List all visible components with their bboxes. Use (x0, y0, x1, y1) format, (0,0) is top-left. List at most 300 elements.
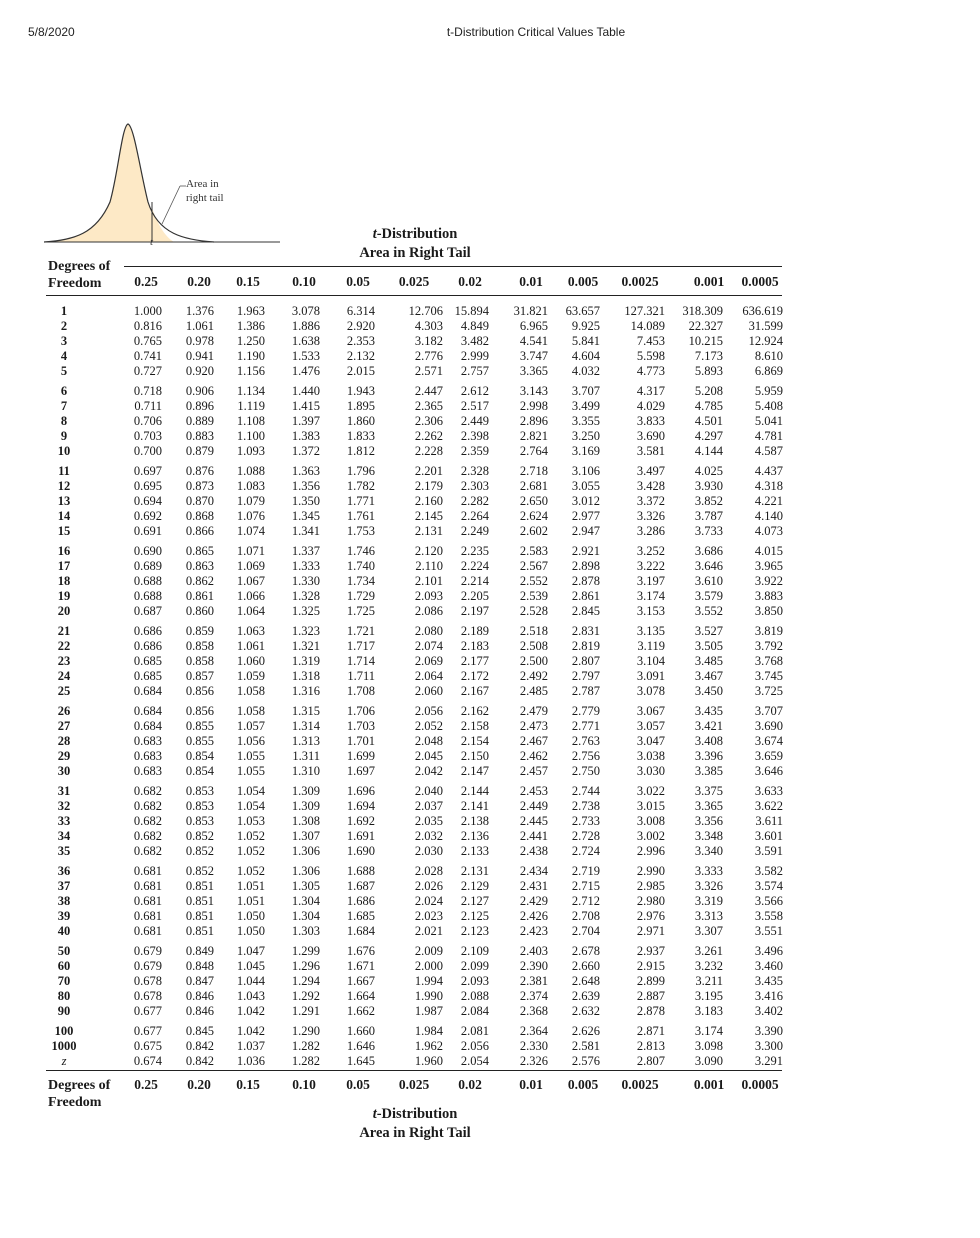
critical-value-cell: 0.691 (133, 524, 162, 538)
table-row (0, 1024, 980, 1039)
degrees-of-freedom-cell: 80 (57, 989, 71, 1003)
critical-value-cell: 2.438 (519, 844, 548, 858)
critical-value-cell: 3.965 (754, 559, 783, 573)
critical-value-cell: 0.848 (185, 959, 214, 973)
degrees-of-freedom-cell: 19 (57, 589, 71, 603)
degrees-of-freedom-cell: 18 (57, 574, 71, 588)
critical-value-cell: 1.282 (291, 1039, 320, 1053)
table-row (0, 509, 980, 524)
critical-value-cell: 3.183 (694, 1004, 723, 1018)
critical-value-cell: 2.807 (636, 1054, 665, 1068)
critical-value-cell: 2.390 (519, 959, 548, 973)
critical-value-cell: 2.249 (460, 524, 489, 538)
critical-value-cell: 1.771 (346, 494, 375, 508)
critical-value-cell: 2.021 (414, 924, 443, 938)
critical-value-cell: 3.482 (460, 334, 489, 348)
critical-value-cell: 1.282 (291, 1054, 320, 1068)
critical-value-cell: 2.228 (414, 444, 443, 458)
critical-value-cell: 2.473 (519, 719, 548, 733)
critical-value-cell: 2.479 (519, 704, 548, 718)
critical-value-cell: 2.426 (519, 909, 548, 923)
degrees-of-freedom-cell: z (61, 1054, 67, 1068)
critical-value-cell: 2.133 (460, 844, 489, 858)
critical-value-cell: 2.539 (519, 589, 548, 603)
critical-value-cell: 2.976 (636, 909, 665, 923)
critical-value-cell: 1.662 (346, 1004, 375, 1018)
critical-value-cell: 1.860 (346, 414, 375, 428)
critical-value-cell: 0.695 (133, 479, 162, 493)
critical-value-cell: 1.440 (291, 384, 320, 398)
critical-value-cell: 1.895 (346, 399, 375, 413)
critical-value-cell: 3.135 (636, 624, 665, 638)
critical-value-cell: 2.235 (460, 544, 489, 558)
critical-value-cell: 3.222 (636, 559, 665, 573)
critical-value-cell: 1.684 (346, 924, 375, 938)
critical-value-cell: 2.831 (571, 624, 600, 638)
critical-value-cell: 3.356 (694, 814, 723, 828)
critical-value-cell: 0.689 (133, 559, 162, 573)
critical-value-cell: 0.684 (133, 684, 162, 698)
degrees-of-freedom-cell: 4 (60, 349, 68, 363)
critical-value-cell: 2.131 (414, 524, 443, 538)
table-row (0, 944, 980, 959)
critical-value-cell: 3.674 (754, 734, 783, 748)
critical-value-cell: 2.999 (460, 349, 489, 363)
critical-value-cell: 2.771 (571, 719, 600, 733)
row-group (0, 944, 980, 1024)
column-header-0.0025: 0.0025 (621, 274, 659, 289)
table-row (0, 924, 980, 939)
critical-value-cell: 2.626 (571, 1024, 600, 1038)
critical-value-cell: 2.084 (460, 1004, 489, 1018)
critical-value-cell: 3.012 (571, 494, 600, 508)
critical-value-cell: 2.368 (519, 1004, 548, 1018)
critical-value-cell: 2.453 (519, 784, 548, 798)
critical-value-cell: 1.058 (236, 684, 265, 698)
critical-value-cell: 2.172 (460, 669, 489, 683)
critical-value-cell: 1.037 (236, 1039, 265, 1053)
critical-value-cell: 3.733 (694, 524, 723, 538)
critical-value-cell: 2.733 (571, 814, 600, 828)
critical-value-cell: 1.310 (291, 764, 320, 778)
degrees-of-freedom-cell: 29 (57, 749, 71, 763)
critical-value-cell: 3.143 (519, 384, 548, 398)
critical-value-cell: 2.845 (571, 604, 600, 618)
column-header-0.0005: 0.0005 (741, 1077, 779, 1092)
critical-value-cell: 0.866 (185, 524, 214, 538)
critical-value-cell: 2.080 (414, 624, 443, 638)
critical-value-cell: 1.069 (236, 559, 265, 573)
critical-value-cell: 0.686 (133, 639, 162, 653)
critical-value-cell: 3.591 (754, 844, 783, 858)
critical-value-cell: 5.408 (754, 399, 783, 413)
critical-value-cell: 0.679 (133, 959, 162, 973)
critical-value-cell: 0.849 (185, 944, 214, 958)
critical-value-cell: 1.345 (291, 509, 320, 523)
critical-value-cell: 1.067 (236, 574, 265, 588)
critical-value-cell: 2.937 (636, 944, 665, 958)
critical-value-cell: 2.552 (519, 574, 548, 588)
critical-value-cell: 0.677 (133, 1004, 162, 1018)
critical-value-cell: 1.058 (236, 704, 265, 718)
critical-value-cell: 0.678 (133, 989, 162, 1003)
column-header-0.25: 0.25 (134, 274, 158, 289)
critical-value-cell: 3.505 (694, 639, 723, 653)
table-row (0, 604, 980, 619)
critical-value-cell: 0.688 (133, 574, 162, 588)
critical-value-cell: 1.383 (291, 429, 320, 443)
critical-value-cell: 0.851 (185, 894, 214, 908)
critical-value-cell: 1.309 (291, 799, 320, 813)
critical-value-cell: 2.403 (519, 944, 548, 958)
critical-value-cell: 3.408 (694, 734, 723, 748)
critical-value-cell: 2.056 (460, 1039, 489, 1053)
column-header-0.01: 0.01 (519, 1077, 543, 1092)
critical-value-cell: 4.781 (754, 429, 783, 443)
critical-value-cell: 2.326 (519, 1054, 548, 1068)
critical-value-cell: 4.221 (754, 494, 783, 508)
degrees-of-freedom-cell: 39 (57, 909, 71, 923)
critical-value-cell: 1.646 (346, 1039, 375, 1053)
critical-value-cell: 1.304 (291, 894, 320, 908)
critical-value-cell: 0.868 (185, 509, 214, 523)
degrees-of-freedom-cell: 2 (60, 319, 68, 333)
column-header-row-bottom (0, 1077, 980, 1095)
critical-value-cell: 3.355 (571, 414, 600, 428)
degrees-of-freedom-cell: 1 (60, 304, 68, 318)
critical-value-cell: 1.415 (291, 399, 320, 413)
critical-value-cell: 1.740 (346, 559, 375, 573)
critical-value-cell: 1.990 (414, 989, 443, 1003)
critical-value-cell: 2.282 (460, 494, 489, 508)
critical-value-cell: 0.855 (185, 719, 214, 733)
critical-value-cell: 0.906 (185, 384, 214, 398)
critical-value-cell: 3.527 (694, 624, 723, 638)
critical-value-cell: 1.056 (236, 734, 265, 748)
critical-value-cell: 7.173 (694, 349, 723, 363)
critical-value-cell: 2.264 (460, 509, 489, 523)
critical-value-cell: 0.684 (133, 719, 162, 733)
critical-value-cell: 2.330 (519, 1039, 548, 1053)
critical-value-cell: 63.657 (565, 304, 600, 318)
row-group (0, 864, 980, 944)
degrees-of-freedom-cell: 21 (57, 624, 71, 638)
critical-value-cell: 4.140 (754, 509, 783, 523)
critical-value-cell: 2.624 (519, 509, 548, 523)
critical-value-cell: 1.052 (236, 864, 265, 878)
critical-value-cell: 2.447 (414, 384, 443, 398)
critical-value-cell: 3.792 (754, 639, 783, 653)
degrees-of-freedom-cell: 6 (60, 384, 68, 398)
column-header-0.005: 0.005 (567, 1077, 599, 1092)
row-group (0, 624, 980, 704)
column-header-0.20: 0.20 (187, 274, 211, 289)
degrees-of-freedom-cell: 30 (57, 764, 71, 778)
critical-value-cell: 2.364 (519, 1024, 548, 1038)
critical-value-cell: 3.646 (754, 764, 783, 778)
critical-value-cell: 0.681 (133, 924, 162, 938)
critical-value-cell: 3.852 (694, 494, 723, 508)
degrees-of-freedom-cell: 36 (57, 864, 71, 878)
critical-value-cell: 4.437 (754, 464, 783, 478)
degrees-of-freedom-cell: 90 (57, 1004, 71, 1018)
critical-value-cell: 1.963 (236, 304, 265, 318)
critical-value-cell: 1.053 (236, 814, 265, 828)
table-row (0, 1054, 980, 1069)
critical-value-cell: 0.857 (185, 669, 214, 683)
degrees-of-freedom-cell: 3 (60, 334, 68, 348)
critical-value-cell: 0.686 (133, 624, 162, 638)
critical-value-cell: 0.856 (185, 704, 214, 718)
critical-value-cell: 0.873 (185, 479, 214, 493)
critical-value-cell: 3.707 (571, 384, 600, 398)
critical-value-cell: 1.250 (236, 334, 265, 348)
critical-value-cell: 2.485 (519, 684, 548, 698)
critical-value-cell: 2.064 (414, 669, 443, 683)
critical-value-cell: 3.326 (636, 509, 665, 523)
critical-value-cell: 3.015 (636, 799, 665, 813)
critical-value-cell: 3.348 (694, 829, 723, 843)
critical-value-cell: 3.286 (636, 524, 665, 538)
critical-value-cell: 3.365 (694, 799, 723, 813)
critical-value-cell: 0.851 (185, 879, 214, 893)
critical-value-cell: 1.061 (185, 319, 214, 333)
critical-value-cell: 1.303 (291, 924, 320, 938)
critical-value-cell: 1.694 (346, 799, 375, 813)
critical-value-cell: 1.305 (291, 879, 320, 893)
critical-value-cell: 1.356 (291, 479, 320, 493)
critical-value-cell: 2.359 (460, 444, 489, 458)
critical-value-cell: 0.682 (133, 784, 162, 798)
critical-value-cell: 2.093 (460, 974, 489, 988)
table-row (0, 799, 980, 814)
critical-value-cell: 1.052 (236, 844, 265, 858)
critical-value-cell: 3.707 (754, 704, 783, 718)
critical-value-cell: 1.051 (236, 894, 265, 908)
critical-value-cell: 3.008 (636, 814, 665, 828)
critical-value-cell: 1.397 (291, 414, 320, 428)
critical-value-cell: 2.110 (415, 559, 443, 573)
critical-value-cell: 1.316 (291, 684, 320, 698)
critical-value-cell: 3.686 (694, 544, 723, 558)
critical-value-cell: 1.134 (236, 384, 265, 398)
critical-value-cell: 4.073 (754, 524, 783, 538)
critical-value-cell: 2.708 (571, 909, 600, 923)
critical-value-cell: 2.583 (519, 544, 548, 558)
critical-value-cell: 1.066 (236, 589, 265, 603)
critical-value-cell: 4.541 (519, 334, 548, 348)
header-bottom-rule (46, 295, 782, 296)
critical-value-cell: 2.009 (414, 944, 443, 958)
critical-value-cell: 0.684 (133, 704, 162, 718)
critical-value-cell: 1.050 (236, 909, 265, 923)
critical-value-cell: 2.756 (571, 749, 600, 763)
column-header-0.25: 0.25 (134, 1077, 158, 1092)
critical-value-cell: 2.712 (571, 894, 600, 908)
critical-value-cell: 4.032 (571, 364, 600, 378)
column-header-0.0005: 0.0005 (741, 274, 779, 289)
critical-value-cell: 2.648 (571, 974, 600, 988)
critical-value-cell: 3.078 (291, 304, 320, 318)
critical-value-cell: 2.878 (636, 1004, 665, 1018)
table-row (0, 349, 980, 364)
critical-value-cell: 1.054 (236, 784, 265, 798)
critical-value-cell: 2.042 (414, 764, 443, 778)
critical-value-cell: 2.214 (460, 574, 489, 588)
critical-value-cell: 1.533 (291, 349, 320, 363)
critical-value-cell: 3.002 (636, 829, 665, 843)
critical-value-cell: 3.435 (754, 974, 783, 988)
critical-value-cell: 3.372 (636, 494, 665, 508)
critical-value-cell: 2.776 (414, 349, 443, 363)
critical-value-cell: 31.821 (513, 304, 548, 318)
print-page-title: t-Distribution Critical Values Table (446, 25, 626, 39)
critical-value-cell: 2.306 (414, 414, 443, 428)
degrees-of-freedom-cell: 26 (57, 704, 71, 718)
row-group (0, 544, 980, 624)
critical-value-cell: 2.797 (571, 669, 600, 683)
critical-value-cell: 0.765 (133, 334, 162, 348)
critical-value-cell: 3.747 (519, 349, 548, 363)
critical-value-cell: 1.687 (346, 879, 375, 893)
critical-value-cell: 1.660 (346, 1024, 375, 1038)
critical-value-cell: 1.706 (346, 704, 375, 718)
critical-value-cell: 3.435 (694, 704, 723, 718)
critical-value-cell: 1.060 (236, 654, 265, 668)
degrees-of-freedom-cell: 7 (60, 399, 68, 413)
critical-value-cell: 2.449 (519, 799, 548, 813)
degrees-of-freedom-header: Degrees of Freedom (48, 259, 111, 291)
critical-value-cell: 2.129 (460, 879, 489, 893)
critical-value-cell: 3.169 (571, 444, 600, 458)
critical-value-cell: 2.457 (519, 764, 548, 778)
critical-value-cell: 2.728 (571, 829, 600, 843)
critical-value-cell: 2.197 (460, 604, 489, 618)
critical-value-cell: 1.036 (236, 1054, 265, 1068)
critical-value-cell: 2.821 (519, 429, 548, 443)
critical-value-cell: 1.994 (414, 974, 443, 988)
critical-value-cell: 1.064 (236, 604, 265, 618)
table-row (0, 1039, 980, 1054)
critical-value-cell: 3.421 (694, 719, 723, 733)
table-row (0, 494, 980, 509)
critical-value-cell: 1.330 (291, 574, 320, 588)
critical-value-cell: 2.141 (460, 799, 489, 813)
critical-value-cell: 2.581 (571, 1039, 600, 1053)
critical-value-cell: 3.182 (414, 334, 443, 348)
critical-value-cell: 2.779 (571, 704, 600, 718)
column-header-0.02: 0.02 (458, 1077, 482, 1092)
critical-value-cell: 3.574 (754, 879, 783, 893)
critical-value-cell: 0.688 (133, 589, 162, 603)
critical-value-cell: 1.328 (291, 589, 320, 603)
critical-value-cell: 1.308 (291, 814, 320, 828)
degrees-of-freedom-cell: 35 (57, 844, 71, 858)
critical-value-cell: 2.365 (414, 399, 443, 413)
column-header-0.10: 0.10 (292, 274, 316, 289)
critical-value-cell: 4.144 (694, 444, 723, 458)
table-row (0, 1004, 980, 1019)
critical-value-cell: 2.660 (571, 959, 600, 973)
degrees-of-freedom-footer: Degrees of Freedom (48, 1078, 111, 1110)
critical-value-cell: 3.106 (571, 464, 600, 478)
column-header-0.10: 0.10 (292, 1077, 316, 1092)
critical-value-cell: 7.453 (636, 334, 665, 348)
degrees-of-freedom-cell: 40 (57, 924, 71, 938)
critical-value-cell: 10.215 (688, 334, 723, 348)
critical-value-cell: 3.646 (694, 559, 723, 573)
critical-value-cell: 6.314 (346, 304, 375, 318)
critical-value-cell: 1.313 (291, 734, 320, 748)
critical-value-cell: 0.854 (185, 749, 214, 763)
critical-value-cell: 2.179 (414, 479, 443, 493)
critical-value-cell: 2.467 (519, 734, 548, 748)
critical-value-cell: 0.865 (185, 544, 214, 558)
critical-value-cell: 4.773 (636, 364, 665, 378)
row-group (0, 384, 980, 464)
critical-value-cell: 2.704 (571, 924, 600, 938)
critical-value-cell: 0.883 (185, 429, 214, 443)
critical-value-cell: 0.687 (133, 604, 162, 618)
critical-value-cell: 1.960 (414, 1054, 443, 1068)
critical-value-cell: 1.100 (236, 429, 265, 443)
critical-value-cell: 3.291 (754, 1054, 783, 1068)
critical-value-cell: 2.032 (414, 829, 443, 843)
table-row (0, 414, 980, 429)
critical-value-cell: 3.579 (694, 589, 723, 603)
critical-value-cell: 0.683 (133, 764, 162, 778)
table-row (0, 304, 980, 319)
degrees-of-freedom-cell: 70 (57, 974, 71, 988)
critical-value-cell: 0.681 (133, 909, 162, 923)
critical-value-cell: 3.582 (754, 864, 783, 878)
critical-value-cell: 3.552 (694, 604, 723, 618)
degrees-of-freedom-cell: 9 (60, 429, 68, 443)
critical-value-cell: 2.189 (460, 624, 489, 638)
table-row (0, 574, 980, 589)
critical-value-cell: 1.054 (236, 799, 265, 813)
critical-value-cell: 3.319 (694, 894, 723, 908)
critical-value-cell: 3.566 (754, 894, 783, 908)
critical-value-cell: 2.048 (414, 734, 443, 748)
critical-value-cell: 1.386 (236, 319, 265, 333)
critical-value-cell: 1.294 (291, 974, 320, 988)
critical-value-cell: 1.108 (236, 414, 265, 428)
critical-value-cell: 1.341 (291, 524, 320, 538)
critical-value-cell: 0.697 (133, 464, 162, 478)
critical-value-cell: 0.741 (133, 349, 162, 363)
critical-value-cell: 22.327 (688, 319, 723, 333)
critical-value-cell: 2.423 (519, 924, 548, 938)
critical-value-cell: 2.632 (571, 1004, 600, 1018)
critical-value-cell: 0.876 (185, 464, 214, 478)
critical-value-cell: 4.303 (414, 319, 443, 333)
critical-value-cell: 0.703 (133, 429, 162, 443)
column-header-row-top (0, 274, 980, 292)
critical-value-cell: 1.071 (236, 544, 265, 558)
column-header-0.20: 0.20 (187, 1077, 211, 1092)
degrees-of-freedom-cell: 34 (57, 829, 71, 843)
critical-value-cell: 0.727 (133, 364, 162, 378)
table-row (0, 909, 980, 924)
critical-value-cell: 4.785 (694, 399, 723, 413)
critical-value-cell: 2.915 (636, 959, 665, 973)
row-group (0, 304, 980, 384)
critical-value-cell: 2.328 (460, 464, 489, 478)
critical-value-cell: 0.845 (185, 1024, 214, 1038)
critical-value-cell: 3.385 (694, 764, 723, 778)
critical-value-cell: 3.022 (636, 784, 665, 798)
